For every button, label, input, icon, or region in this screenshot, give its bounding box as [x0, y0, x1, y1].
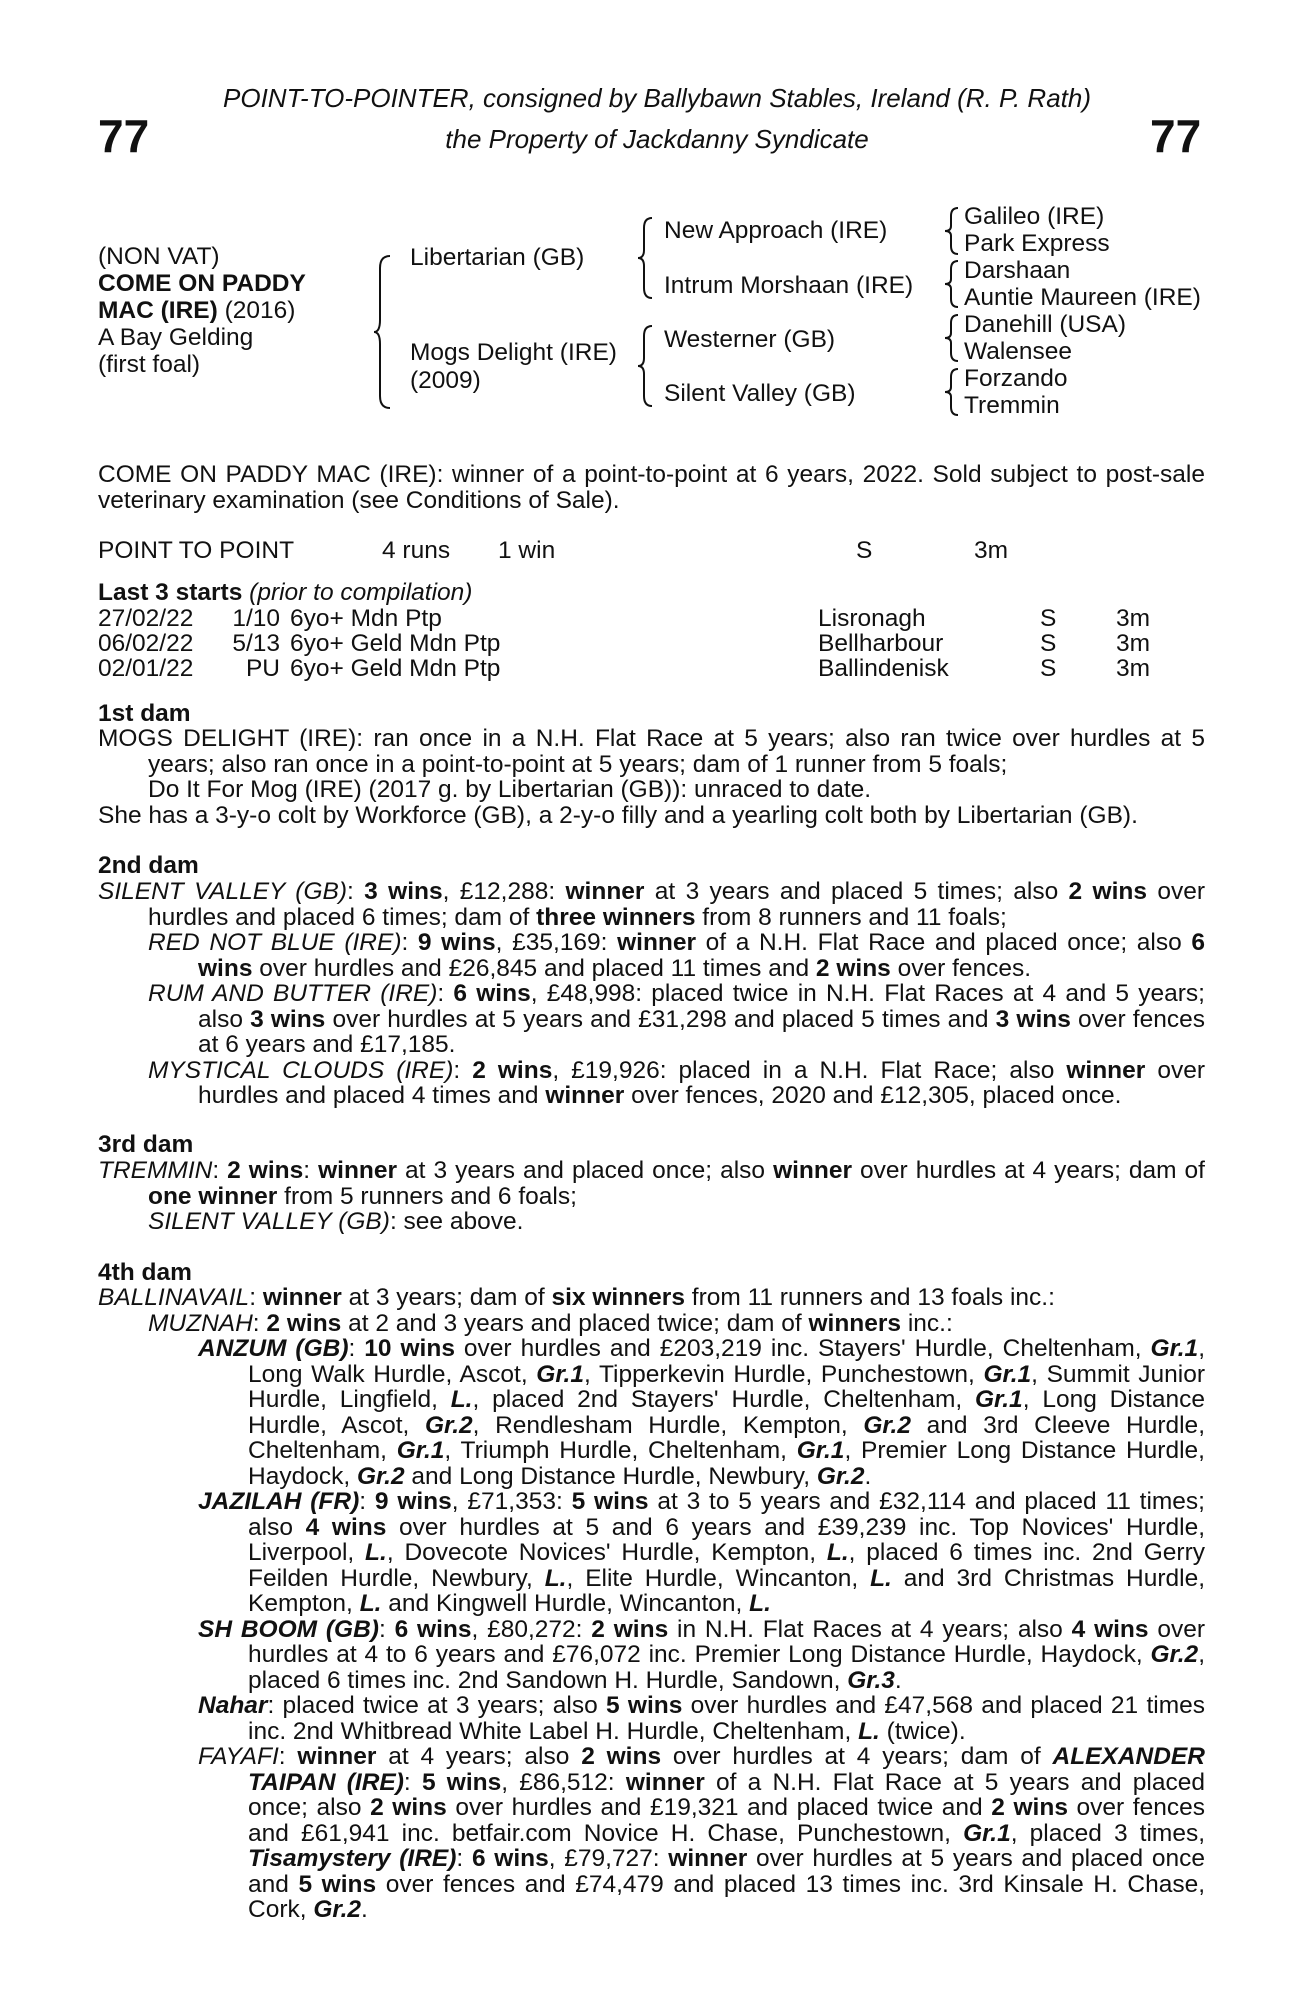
- t: , Long Distance Hurdle, Ascot,: [248, 1386, 1205, 1439]
- start-dist-1: 3m: [1116, 605, 1151, 632]
- t: , £19,926: placed in a N.H. Flat Race; also: [552, 1056, 1067, 1084]
- start-race-3: 6yo+ Geld Mdn Ptp: [290, 655, 501, 682]
- t: :: [348, 1335, 365, 1362]
- t: winners: [808, 1309, 902, 1337]
- lot-number-left: 77: [98, 110, 150, 162]
- t: Gr.3: [847, 1666, 895, 1694]
- t: over hurdles at 4 to 6 years and £76,072 inc. Premier Long Distance Hurdle, Haydock,: [248, 1615, 1206, 1668]
- t: 3 wins: [250, 1005, 326, 1033]
- granddam-maternal: Silent Valley (GB): [664, 380, 856, 407]
- last-starts-note: (prior to compilation): [242, 579, 473, 606]
- t: winner: [617, 929, 697, 956]
- t: , £79,727:: [548, 1845, 669, 1872]
- ggen-4: Auntie Maureen (IRE): [964, 284, 1201, 311]
- ggen-6: Walensee: [964, 338, 1073, 365]
- t: 9 wins: [417, 929, 496, 956]
- t: , £35,169:: [495, 929, 618, 956]
- t: over hurdles and £19,321 and placed twice and: [446, 1794, 992, 1821]
- t: three winners: [536, 903, 696, 931]
- t: : see above.: [389, 1208, 524, 1235]
- t: L.: [544, 1564, 567, 1592]
- t: :: [252, 1309, 267, 1337]
- t: 2 wins: [472, 1056, 553, 1084]
- t: 5 wins: [298, 1870, 377, 1898]
- ggen-7: Forzando: [964, 365, 1068, 392]
- t: winner: [318, 1157, 398, 1184]
- t: 5 wins: [571, 1488, 649, 1515]
- t: :: [453, 1056, 473, 1084]
- start-course-2: Bellharbour: [818, 630, 944, 657]
- t: Gr.1: [1150, 1335, 1199, 1362]
- race-summary: COME ON PADDY MAC (IRE): winner of a point-to-point at 6 years, 2022. Sold subject to post-sale veterinary examination (see Conditions of Sale).: [98, 461, 1205, 514]
- dam-year: (2009): [410, 367, 481, 394]
- start-date-3: 02/01/22: [98, 655, 194, 682]
- t: :: [359, 1488, 375, 1515]
- t: (twice).: [879, 1717, 966, 1745]
- t: winner: [773, 1157, 853, 1184]
- tremmin-name: TREMMIN: [98, 1157, 213, 1184]
- t: L.: [359, 1590, 382, 1617]
- ggen-brace-1: [942, 206, 962, 256]
- ggen-5: Danehill (USA): [964, 311, 1127, 338]
- t: Gr.1: [983, 1360, 1032, 1388]
- t: 2 wins: [1068, 878, 1147, 905]
- t: , placed 6 times inc. 2nd Gerry Feilden Hurdle, Newbury,: [248, 1539, 1205, 1592]
- t: Gr.1: [536, 1360, 584, 1388]
- red-not-blue-entry: [148, 930, 1205, 981]
- t: over hurdles at 4 years; dam of: [661, 1743, 1053, 1770]
- t: , £80,272:: [471, 1615, 592, 1643]
- t: , Tipperkevin Hurdle, Punchestown,: [583, 1360, 984, 1388]
- t: over hurdles and placed 6 times; dam of: [148, 878, 1205, 931]
- sire-brace: [636, 216, 656, 300]
- t: 4 wins: [1071, 1615, 1149, 1643]
- horse-year: (2016): [217, 297, 296, 324]
- t: , £48,998: placed twice in N.H. Flat Races at 4 and 5 years; also: [198, 980, 1205, 1033]
- t: :: [249, 1284, 263, 1311]
- t: from 8 runners and 11 foals;: [695, 903, 1007, 931]
- t: :: [347, 878, 365, 905]
- t: 2 wins: [815, 954, 891, 982]
- t: 2 wins: [370, 1794, 447, 1821]
- t: Gr.2: [313, 1896, 362, 1923]
- start-pos-3: PU: [245, 655, 280, 682]
- t: , placed 3 times,: [1010, 1819, 1205, 1847]
- silent-valley-ref-name: SILENT VALLEY (GB): [148, 1208, 390, 1235]
- red-not-blue-name: RED NOT BLUE (IRE): [148, 929, 402, 956]
- t: over hurdles at 5 years and £31,298 and placed 5 times and: [325, 1005, 996, 1033]
- t: 5 wins: [421, 1768, 502, 1796]
- start-date-2: 06/02/22: [98, 630, 194, 657]
- t: , £71,353:: [451, 1488, 572, 1515]
- horse-description: A Bay Gelding: [98, 324, 254, 351]
- t: L.: [858, 1717, 880, 1745]
- horse-foal-note: (first foal): [98, 351, 201, 378]
- t: , placed 2nd Stayers' Hurdle, Cheltenham,: [472, 1386, 975, 1413]
- first-dam-produce: Do It For Mog (IRE) (2017 g. by Libertarian (GB)): unraced to date.: [148, 776, 872, 803]
- t: Gr.2: [424, 1411, 473, 1439]
- fayafi-name: FAYAFI: [198, 1743, 279, 1770]
- t: :: [303, 1157, 319, 1184]
- t: winner: [565, 878, 645, 905]
- t: : placed twice at 3 years; also: [267, 1692, 606, 1719]
- header-property: the Property of Jackdanny Syndicate: [445, 124, 869, 154]
- third-dam-block: [98, 1158, 1205, 1235]
- t: Gr.1: [963, 1819, 1011, 1847]
- jazilah-name: JAZILAH (FR): [198, 1488, 360, 1515]
- t: at 3 years; dam of: [341, 1284, 552, 1311]
- start-dist-3: 3m: [1116, 655, 1151, 682]
- t: winner: [1066, 1056, 1146, 1084]
- silent-valley-ref: [148, 1209, 1205, 1235]
- second-dam-block: [98, 879, 1205, 1109]
- mystical-clouds-entry: [148, 1058, 1205, 1109]
- third-dam-heading: 3rd dam: [98, 1131, 194, 1158]
- t: winner: [297, 1743, 377, 1770]
- t: Gr.2: [1150, 1641, 1199, 1668]
- t: over fences and £74,479 and placed 13 times inc. 3rd Kinsale H. Chase, Cork,: [248, 1870, 1206, 1923]
- header-consignor: POINT-TO-POINTER, consigned by Ballybawn Stables, Ireland (R. P. Rath): [223, 83, 1091, 113]
- t: of a N.H. Flat Race and placed once; also: [696, 929, 1192, 956]
- ggen-brace-3: [942, 313, 962, 363]
- t: winner: [668, 1845, 748, 1872]
- t: at 3 years and placed 5 times; also: [644, 878, 1069, 905]
- t: :: [278, 1743, 298, 1770]
- t: :: [378, 1615, 395, 1643]
- horse-name-line1: COME ON PADDY: [98, 270, 306, 297]
- tisamystery-name: Tisamystery (IRE): [248, 1845, 457, 1872]
- t: L.: [870, 1564, 892, 1592]
- t: 3 wins: [364, 878, 443, 905]
- t: , Dovecote Novices' Hurdle, Kempton,: [386, 1539, 827, 1566]
- t: six winners: [551, 1284, 685, 1311]
- t: 2 wins: [581, 1743, 662, 1770]
- t: :: [437, 980, 454, 1007]
- t: Gr.1: [396, 1437, 445, 1464]
- t: 6 wins: [453, 980, 531, 1007]
- t: 4 wins: [305, 1513, 387, 1541]
- t: over hurdles and £26,845 and placed 11 times and: [252, 954, 816, 982]
- t: over fences at 6 years and £17,185.: [198, 1005, 1205, 1058]
- t: , Triumph Hurdle, Cheltenham,: [444, 1437, 797, 1464]
- t: winner: [625, 1768, 705, 1796]
- t: 10 wins: [364, 1335, 455, 1362]
- t: L.: [826, 1539, 849, 1566]
- ptp-runs: 4 runs: [382, 537, 451, 564]
- t: and 3rd Cleeve Hurdle, Cheltenham,: [248, 1411, 1205, 1464]
- t: 3 wins: [995, 1005, 1071, 1033]
- t: at 3 to 5 years and £32,114 and placed 11 times; also: [248, 1488, 1205, 1541]
- t: and Long Distance Hurdle, Newbury,: [404, 1462, 817, 1490]
- horse-name-suffix: MAC (IRE): [98, 297, 218, 324]
- t: over hurdles and £47,568 and placed 21 times inc. 2nd Whitbread White Label H. Hurdle, Cheltenham,: [248, 1692, 1205, 1745]
- start-race-1: 6yo+ Mdn Ptp: [290, 605, 442, 632]
- lot-number-right: 77: [1150, 110, 1202, 162]
- t: over hurdles and placed 4 times and: [198, 1056, 1205, 1109]
- sh-boom-entry: [198, 1617, 1205, 1694]
- t: over fences, 2020 and £12,305, placed once.: [624, 1082, 1122, 1109]
- t: .: [361, 1896, 368, 1923]
- t: from 11 runners and 13 foals inc.:: [684, 1284, 1055, 1311]
- t: at 4 years; also: [376, 1743, 582, 1770]
- start-going-1: S: [1040, 605, 1057, 632]
- t: 9 wins: [374, 1488, 452, 1515]
- t: at 2 and 3 years and placed twice; dam of: [341, 1309, 809, 1337]
- t: of a N.H. Flat Race at 5 years and placed once; also: [248, 1768, 1205, 1821]
- fourth-dam-block: [98, 1285, 1205, 1923]
- jazilah-entry: [198, 1489, 1205, 1617]
- rum-and-butter-entry: [148, 981, 1205, 1058]
- t: over hurdles at 5 and 6 years and £39,239 inc. Top Novices' Hurdle, Liverpool,: [248, 1513, 1205, 1566]
- silent-valley-name: SILENT VALLEY (GB): [98, 878, 348, 905]
- t: , Elite Hurdle, Wincanton,: [566, 1564, 871, 1592]
- t: :: [212, 1157, 228, 1184]
- anzum-entry: [198, 1336, 1205, 1489]
- t: Gr.2: [863, 1411, 911, 1439]
- sire-dam-brace: [372, 254, 394, 410]
- grandsire-maternal: Westerner (GB): [664, 326, 836, 353]
- last-starts-title: Last 3 starts: [98, 579, 243, 606]
- t: at 3 years and placed once; also: [397, 1157, 774, 1184]
- nahar-name: Nahar: [198, 1692, 268, 1719]
- silent-valley-entry: [98, 879, 1205, 930]
- vat-status: (NON VAT): [98, 243, 220, 270]
- t: :: [401, 929, 418, 956]
- start-course-1: Lisronagh: [818, 605, 926, 632]
- rum-and-butter-name: RUM AND BUTTER (IRE): [148, 980, 438, 1007]
- t: in N.H. Flat Races at 4 years; also: [668, 1615, 1072, 1643]
- t: Gr.2: [356, 1462, 405, 1490]
- ptp-distance: 3m: [974, 537, 1009, 564]
- first-dam-block: [98, 726, 1205, 828]
- t: over hurdles at 5 years and placed once and: [248, 1845, 1206, 1898]
- fayafi-entry: [198, 1744, 1205, 1923]
- t: Gr.2: [816, 1462, 865, 1490]
- t: 2 wins: [591, 1615, 669, 1643]
- t: .: [864, 1462, 872, 1490]
- start-going-3: S: [1040, 655, 1057, 682]
- t: L.: [365, 1539, 387, 1566]
- horse-name-line2: [98, 298, 295, 324]
- t: 5 wins: [606, 1692, 683, 1719]
- ggen-2: Park Express: [964, 230, 1110, 257]
- t: Gr.1: [796, 1437, 845, 1464]
- start-race-2: 6yo+ Geld Mdn Ptp: [290, 630, 501, 657]
- t: 2 wins: [227, 1157, 304, 1184]
- t: 2 wins: [991, 1794, 1068, 1821]
- start-course-3: Ballindenisk: [818, 655, 949, 682]
- anzum-name: ANZUM (GB): [198, 1335, 349, 1362]
- t: :: [456, 1845, 472, 1872]
- t: 6 wins: [471, 1845, 549, 1872]
- t: :: [403, 1768, 422, 1796]
- t: over hurdles at 4 years; dam of: [852, 1157, 1205, 1184]
- t: , £12,288:: [442, 878, 566, 905]
- t: , placed 6 times inc. 2nd Sandown H. Hurdle, Sandown,: [248, 1641, 1205, 1694]
- first-dam-record: MOGS DELIGHT (IRE): ran once in a N.H. Flat Race at 5 years; also ran twice over hurdles at 5 years; also ran once in a point-to-point at 5 years; dam of 1 runner from 5 foals;: [98, 725, 1205, 778]
- t: and 3rd Christmas Hurdle, Kempton,: [248, 1564, 1206, 1617]
- last-starts-heading: [98, 580, 472, 606]
- start-dist-2: 3m: [1116, 630, 1151, 657]
- t: , Long Walk Hurdle, Ascot,: [248, 1335, 1206, 1388]
- ballinavail-name: BALLINAVAIL: [98, 1284, 250, 1311]
- tremmin-entry: [98, 1158, 1205, 1209]
- t: winner: [262, 1284, 342, 1311]
- t: inc.:: [901, 1309, 953, 1337]
- t: 6 wins: [394, 1615, 472, 1643]
- start-date-1: 27/02/22: [98, 605, 194, 632]
- t: over fences and £61,941 inc. betfair.com Novice H. Chase, Punchestown,: [248, 1794, 1205, 1847]
- t: over fences.: [890, 954, 1032, 982]
- sh-boom-name: SH BOOM (GB): [198, 1615, 379, 1643]
- ptp-label: POINT TO POINT: [98, 537, 295, 564]
- t: from 5 runners and 6 foals;: [277, 1182, 577, 1210]
- ptp-going: S: [856, 537, 873, 564]
- fourth-dam-heading: 4th dam: [98, 1259, 192, 1286]
- t: .: [894, 1666, 902, 1694]
- dam-name: Mogs Delight (IRE): [410, 339, 617, 366]
- start-going-2: S: [1040, 630, 1057, 657]
- ggen-brace-4: [942, 367, 962, 417]
- t: L.: [749, 1590, 771, 1617]
- t: , Premier Long Distance Hurdle, Haydock,: [248, 1437, 1205, 1490]
- granddam-paternal: Intrum Morshaan (IRE): [664, 272, 914, 299]
- nahar-entry: [198, 1693, 1205, 1744]
- ggen-3: Darshaan: [964, 257, 1071, 284]
- ptp-wins: 1 win: [498, 537, 556, 564]
- ggen-8: Tremmin: [964, 392, 1060, 419]
- start-pos-1: 1/10: [232, 605, 280, 632]
- muznah-name: MUZNAH: [148, 1309, 253, 1337]
- t: and Kingwell Hurdle, Wincanton,: [381, 1590, 750, 1617]
- mystical-clouds-name: MYSTICAL CLOUDS (IRE): [148, 1056, 454, 1084]
- t: 2 wins: [266, 1309, 342, 1337]
- first-dam-younger: She has a 3-y-o colt by Workforce (GB), a 2-y-o filly and a yearling colt both by Libertarian (GB).: [98, 801, 1138, 829]
- first-dam-heading: 1st dam: [98, 700, 191, 727]
- ballinavail-entry: [98, 1285, 1205, 1311]
- t: winner: [545, 1082, 625, 1109]
- dam-brace: [636, 324, 656, 408]
- t: , Summit Junior Hurdle, Lingfield,: [248, 1360, 1205, 1413]
- sire-name: Libertarian (GB): [410, 244, 585, 271]
- t: one winner: [148, 1182, 278, 1210]
- t: Gr.1: [975, 1386, 1023, 1413]
- start-pos-2: 5/13: [232, 630, 280, 657]
- alexander-taipan-name: ALEXANDER TAIPAN (IRE): [248, 1743, 1205, 1796]
- muznah-entry: [148, 1311, 1205, 1337]
- t: over hurdles and £203,219 inc. Stayers' Hurdle, Cheltenham,: [454, 1335, 1151, 1362]
- grandsire-paternal: New Approach (IRE): [664, 217, 888, 244]
- t: , Rendlesham Hurdle, Kempton,: [472, 1411, 864, 1439]
- t: , £86,512:: [501, 1768, 626, 1796]
- ggen-1: Galileo (IRE): [964, 203, 1105, 230]
- second-dam-heading: 2nd dam: [98, 852, 199, 879]
- t: L.: [450, 1386, 473, 1413]
- ggen-brace-2: [942, 259, 962, 309]
- t: 6 wins: [198, 929, 1205, 982]
